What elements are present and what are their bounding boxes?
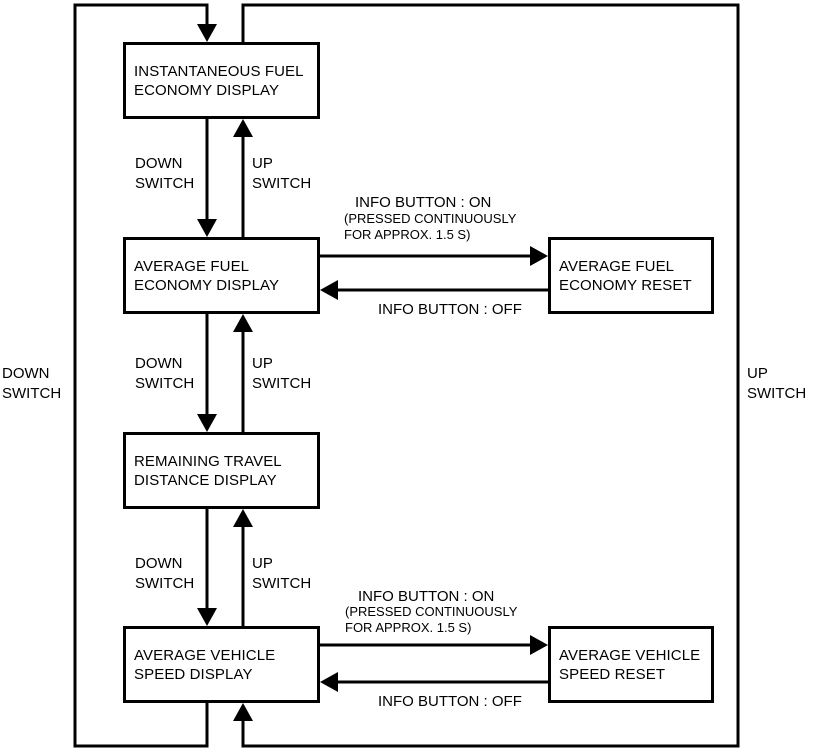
label-info-on-note2-1: FOR APPROX. 1.5 S): [344, 227, 471, 242]
label-down-switch-2: DOWN SWITCH: [135, 355, 195, 392]
label-up-switch-1: UP SWITCH: [252, 155, 312, 192]
node-average-fuel-economy-reset: [548, 237, 714, 314]
label-info-button-on-1: INFO BUTTON : ON: [355, 194, 492, 211]
node-label-line: AVERAGE VEHICLE: [134, 646, 276, 664]
label-info-on-note1-1: (PRESSED CONTINUOUSLY: [344, 211, 517, 226]
arrowhead-into-speed-reset: [530, 635, 548, 655]
node-label-line: ECONOMY DISPLAY: [134, 276, 280, 294]
arrowhead-up-into-instantaneous: [233, 119, 253, 137]
node-label-line: AVERAGE VEHICLE: [559, 646, 701, 664]
arrowhead-from-fuel-reset: [320, 280, 338, 300]
node-instantaneous-fuel-economy-display: [123, 42, 320, 119]
label-down-switch-outer: DOWN SWITCH: [2, 365, 62, 402]
arrowhead-down-into-average-fuel: [197, 219, 217, 237]
node-average-fuel-economy-display: [123, 237, 320, 314]
node-label-line: REMAINING TRAVEL: [134, 452, 282, 470]
node-label-line: AVERAGE FUEL: [559, 257, 675, 275]
node-label-line: AVERAGE FUEL: [134, 257, 250, 275]
node-label-line: DISTANCE DISPLAY: [134, 471, 277, 489]
label-up-switch-outer: UP SWITCH: [747, 365, 807, 402]
label-info-on-note1-2: (PRESSED CONTINUOUSLY: [345, 604, 518, 619]
arrowhead-from-speed-reset: [320, 672, 338, 692]
arrowhead-down-into-remaining: [197, 414, 217, 432]
arrowhead-up-into-average-speed: [233, 703, 253, 721]
node-average-vehicle-speed-display: [123, 626, 320, 703]
node-label-line: ECONOMY RESET: [559, 276, 692, 294]
label-info-button-on-2: INFO BUTTON : ON: [358, 588, 495, 605]
arrowhead-down-into-average-speed: [197, 608, 217, 626]
label-info-on-note2-2: FOR APPROX. 1.5 S): [345, 620, 472, 635]
node-remaining-travel-distance-display: [123, 432, 320, 509]
node-label-line: SPEED RESET: [559, 665, 666, 683]
arrowhead-up-into-average-fuel: [233, 314, 253, 332]
arrowhead-up-into-remaining: [233, 509, 253, 527]
label-up-switch-2: UP SWITCH: [252, 355, 312, 392]
node-label-line: SPEED DISPLAY: [134, 665, 253, 683]
arrowhead-down-into-instantaneous: [197, 24, 217, 42]
label-info-button-off-2: INFO BUTTON : OFF: [378, 693, 522, 710]
node-label-line: INSTANTANEOUS FUEL: [134, 62, 304, 80]
label-info-button-off-1: INFO BUTTON : OFF: [378, 301, 522, 318]
arrowhead-into-fuel-reset: [530, 246, 548, 266]
label-down-switch-3: DOWN SWITCH: [135, 555, 195, 592]
label-up-switch-3: UP SWITCH: [252, 555, 312, 592]
label-down-switch-1: DOWN SWITCH: [135, 155, 195, 192]
node-average-vehicle-speed-reset: [548, 626, 714, 703]
node-label-line: ECONOMY DISPLAY: [134, 81, 280, 99]
